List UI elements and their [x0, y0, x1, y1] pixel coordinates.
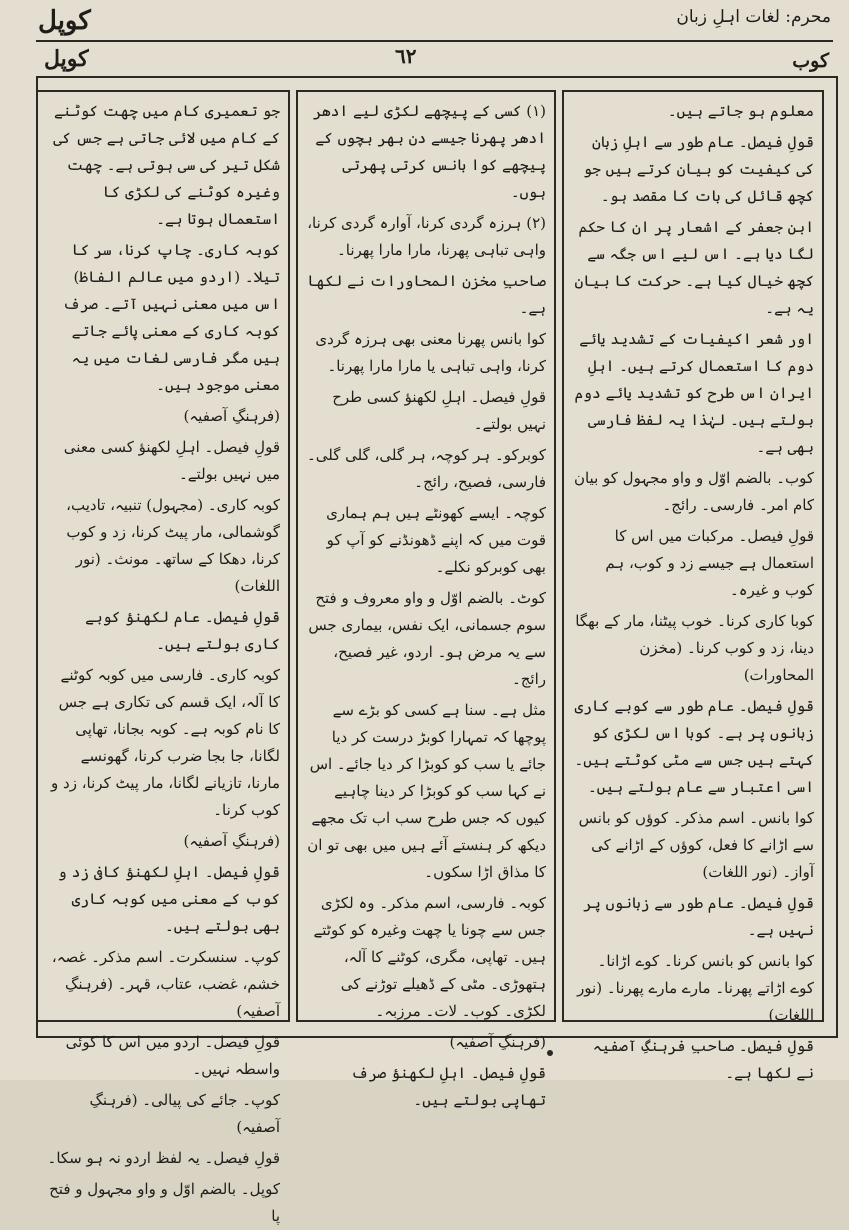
entry-paragraph: ابنِ جعفر کے اشعار پر ان کا حکم لگا دیا ہے۔ اس لیے اس جگہ سے کچھ خیال کیا ہے۔ حرکت کا بیان یہ ہے۔: [574, 218, 814, 317]
entry-paragraph: قولِ فیصل۔ عام طور سے کوبے کاری زبانوں پر ہے۔ کوبا اس لکڑی کو کہتے ہیں جس سے مٹی کوٹتے ہیں۔ اسی اعتبار سے عام بولتے ہیں۔: [574, 697, 814, 796]
entry-paragraph: جو تعمیری کام میں چھت کوٹنے کے کام میں لائی جاتی ہے جس کی شکل تیر کی سی ہوتی ہے۔ چھت وغیرہ کوٹنے کی لکڑی کا استعمال ہوتا ہے۔: [53, 102, 280, 228]
entry-paragraph: قولِ فیصل۔ اردو میں اس کا کوئی واسطہ نہیں۔: [65, 1033, 280, 1078]
column-right: [562, 90, 824, 1082]
entry-paragraph: کوا بانس کو بانس کرنا۔ کوے اڑانا۔ کوے اڑاتے پھرنا۔ مارے مارے پھرنا۔ (نور اللغات): [577, 952, 814, 1024]
entry-paragraph: (فرہنگِ آصفیہ): [183, 832, 280, 850]
entry-paragraph: کوچہ۔ ایسے کھونٹے ہیں ہم ہماری قوت میں کہ اپنے ڈھونڈنے کو آپ کو بھی کوبرکو نکلے۔: [326, 504, 546, 576]
entry-paragraph: قولِ فیصل۔ اہلِ لکھنؤ کسی طرح نہیں بولتے۔: [332, 388, 546, 433]
entry-paragraph: کوبہ کاری۔ فارسی میں کوبہ کوٹنے کا آلہ، ایک قسم کی تکاری ہے جس کا نام کوبہ ہے۔ کوبہ بجانا، تھاپی لگانا، جا بجا ضرب کرنا، گھونسے مارنا، تازیانے لگانا، مار پیٹ کرنا، زد و کوب کرنا۔: [51, 666, 280, 819]
entry-paragraph: قولِ فیصل۔ صاحبِ فرہنگِ آصفیہ نے لکھا ہے۔: [592, 1037, 814, 1082]
entry-paragraph: قولِ فیصل۔ اہلِ لکھنؤ کافی زد و کوب کے معنی میں کوبہ کاری بھی بولتے ہیں۔: [58, 863, 280, 935]
headword-guide: کوپل: [38, 6, 91, 36]
entry-paragraph: قولِ فیصل۔ عام طور سے زبانوں پر نہیں ہے۔: [583, 894, 814, 939]
catchword-left: کوپل: [44, 46, 89, 72]
running-title: محرم: لغات اہلِ زبان: [676, 7, 831, 27]
entry-paragraph: کوا بانس پھرنا معنی بھی ہرزہ گردی کرنا، واہی تباہی یا مارا مارا پھرنا۔: [315, 330, 546, 375]
column-middle: [296, 90, 556, 1109]
entry-paragraph: کوبہ۔ فارسی، اسم مذکر۔ وہ لکڑی جس سے چونا یا چھت وغیرہ کو کوٹتے ہیں۔ تھاپی، مگری، کوٹنے کا آلہ، ہتھوڑی۔ مٹی کے ڈھیلے توڑنے کی لکڑی۔ کوب۔ لات۔ مرزبہ۔: [313, 894, 546, 1020]
entry-paragraph: مثل ہے۔ سنا ہے کسی کو بڑے سے پوچھا کہ تمہارا کوبڑ درست کر دیا جائے یا سب کو کوبڑا کر دیا جائے۔ اس نے کہا سب کو کوبڑا کر دینا چاہیے کیوں کہ جس طرح سب اب تک مجھے دیکھ کر ہنستے آئے ہیں میں بھی تو ان کا مذاق اڑا سکوں۔: [307, 701, 546, 881]
entry-paragraph: کوٹ۔ بالضم اوّل و واو معروف و فتح سوم جسمانی، ایک نفس، بیماری جس سے یہ مرض ہو۔ اردو، غیر فصیح، رائج۔: [308, 589, 546, 688]
entry-paragraph: (۲) ہرزہ گردی کرنا، آوارہ گردی کرنا، واہی تباہی پھرنا، مارا مارا پھرنا۔: [307, 214, 546, 259]
column-left: [36, 90, 290, 1225]
entry-paragraph: (فرہنگِ آصفیہ): [183, 407, 280, 425]
entry-paragraph: معلوم ہو جاتے ہیں۔: [667, 102, 814, 120]
catchword-right: کوب: [792, 50, 829, 72]
entry-paragraph: اور شعر اکیفیات کے تشدید یائے دوم کا استعمال کرتے ہیں۔ اہلِ ایران اس طرح کو تشدید یائے دوم بولتے ہیں۔ لہٰذا یہ لفظ فارسی بھی ہے۔: [574, 330, 814, 456]
entry-paragraph: کوا بانس۔ اسم مذکر۔ کوؤں کو بانس سے اڑانے کا فعل، کوؤں کے اڑانے کی آواز۔ (نور اللغات): [578, 809, 814, 881]
entry-paragraph: کوپ۔ جائے کی پیالی۔ (فرہنگِ آصفیہ): [89, 1091, 280, 1136]
entry-paragraph: قولِ فیصل۔ عام طور سے اہلِ زبان کی کیفیت کو بیان کرتے ہیں جو کچھ قائل کی بات کا مقصد ہو۔: [583, 133, 814, 205]
entry-paragraph: کوپل۔ بالضم اوّل و واو مجہول و فتح پا: [49, 1180, 280, 1225]
page-dot: [547, 1050, 553, 1056]
entry-paragraph: کوبرکو۔ ہر کوچہ، ہر گلی، گلی گلی۔ فارسی، فصیح، رائج۔: [306, 446, 546, 491]
entry-paragraph: قولِ فیصل۔ یہ لفظ اردو نہ ہو سکا۔: [47, 1149, 280, 1167]
entry-paragraph: کوبہ کاری۔ چاپ کرنا، سر کا تیلا۔ (اردو میں عالم الفاظ) اس میں معنی نہیں آتے۔ صرف کوبہ کاری کے معنی پائے جاتے ہیں مگر فارسی لغات میں یہ معنی موجود ہیں۔: [62, 241, 280, 394]
entry-paragraph: کوب۔ بالضم اوّل و واو مجہول کو بیان کام امر۔ فارسی۔ رائج۔: [573, 469, 814, 514]
entry-paragraph: قولِ فیصل۔ مرکبات میں اس کا استعمال ہے جیسے زد و کوب، ہم کوب و غیرہ۔: [605, 527, 814, 599]
entry-paragraph: کوبہ کاری۔ (مجہول) تنبیہ، تادیب، گوشمالی، مار پیٹ کرنا، زد و کوب کرنا، دھکا کے ساتھ۔ مونث۔ (نور اللغات): [66, 496, 280, 595]
page-number: ٦٢: [395, 44, 417, 68]
entry-paragraph: قولِ فیصل۔ اہلِ لکھنؤ کسی معنی میں نہیں بولتے۔: [63, 438, 280, 483]
entry-paragraph: (فرہنگِ آصفیہ): [449, 1033, 546, 1051]
entry-paragraph: قولِ فیصل۔ اہلِ لکھنؤ صرف تھاپی بولتے ہیں۔: [351, 1064, 546, 1109]
entry-paragraph: قولِ فیصل۔ عام لکھنؤ کوبے کاری بولتے ہیں۔: [85, 608, 280, 653]
entry-paragraph: صاحبِ مخزن المحاورات نے لکھا ہے۔: [307, 272, 546, 317]
entry-paragraph: کوبا کاری کرنا۔ خوب پیٹنا، مار کے بھگا دینا، زد و کوب کرنا۔ (مخزن المحاورات): [575, 612, 814, 684]
entry-paragraph: کوپ۔ سنسکرت۔ اسم مذکر۔ غصہ، خشم، غضب، عتاب، قہر۔ (فرہنگِ آصفیہ): [51, 948, 280, 1020]
header-rule: [36, 40, 833, 42]
entry-paragraph: (۱) کسی کے پیچھے لکڑی لیے ادھر ادھر پھرنا جیسے دن بھر بچوں کے پیچھے کوا بانس کرتی پھرتی ہوں۔: [313, 102, 546, 201]
